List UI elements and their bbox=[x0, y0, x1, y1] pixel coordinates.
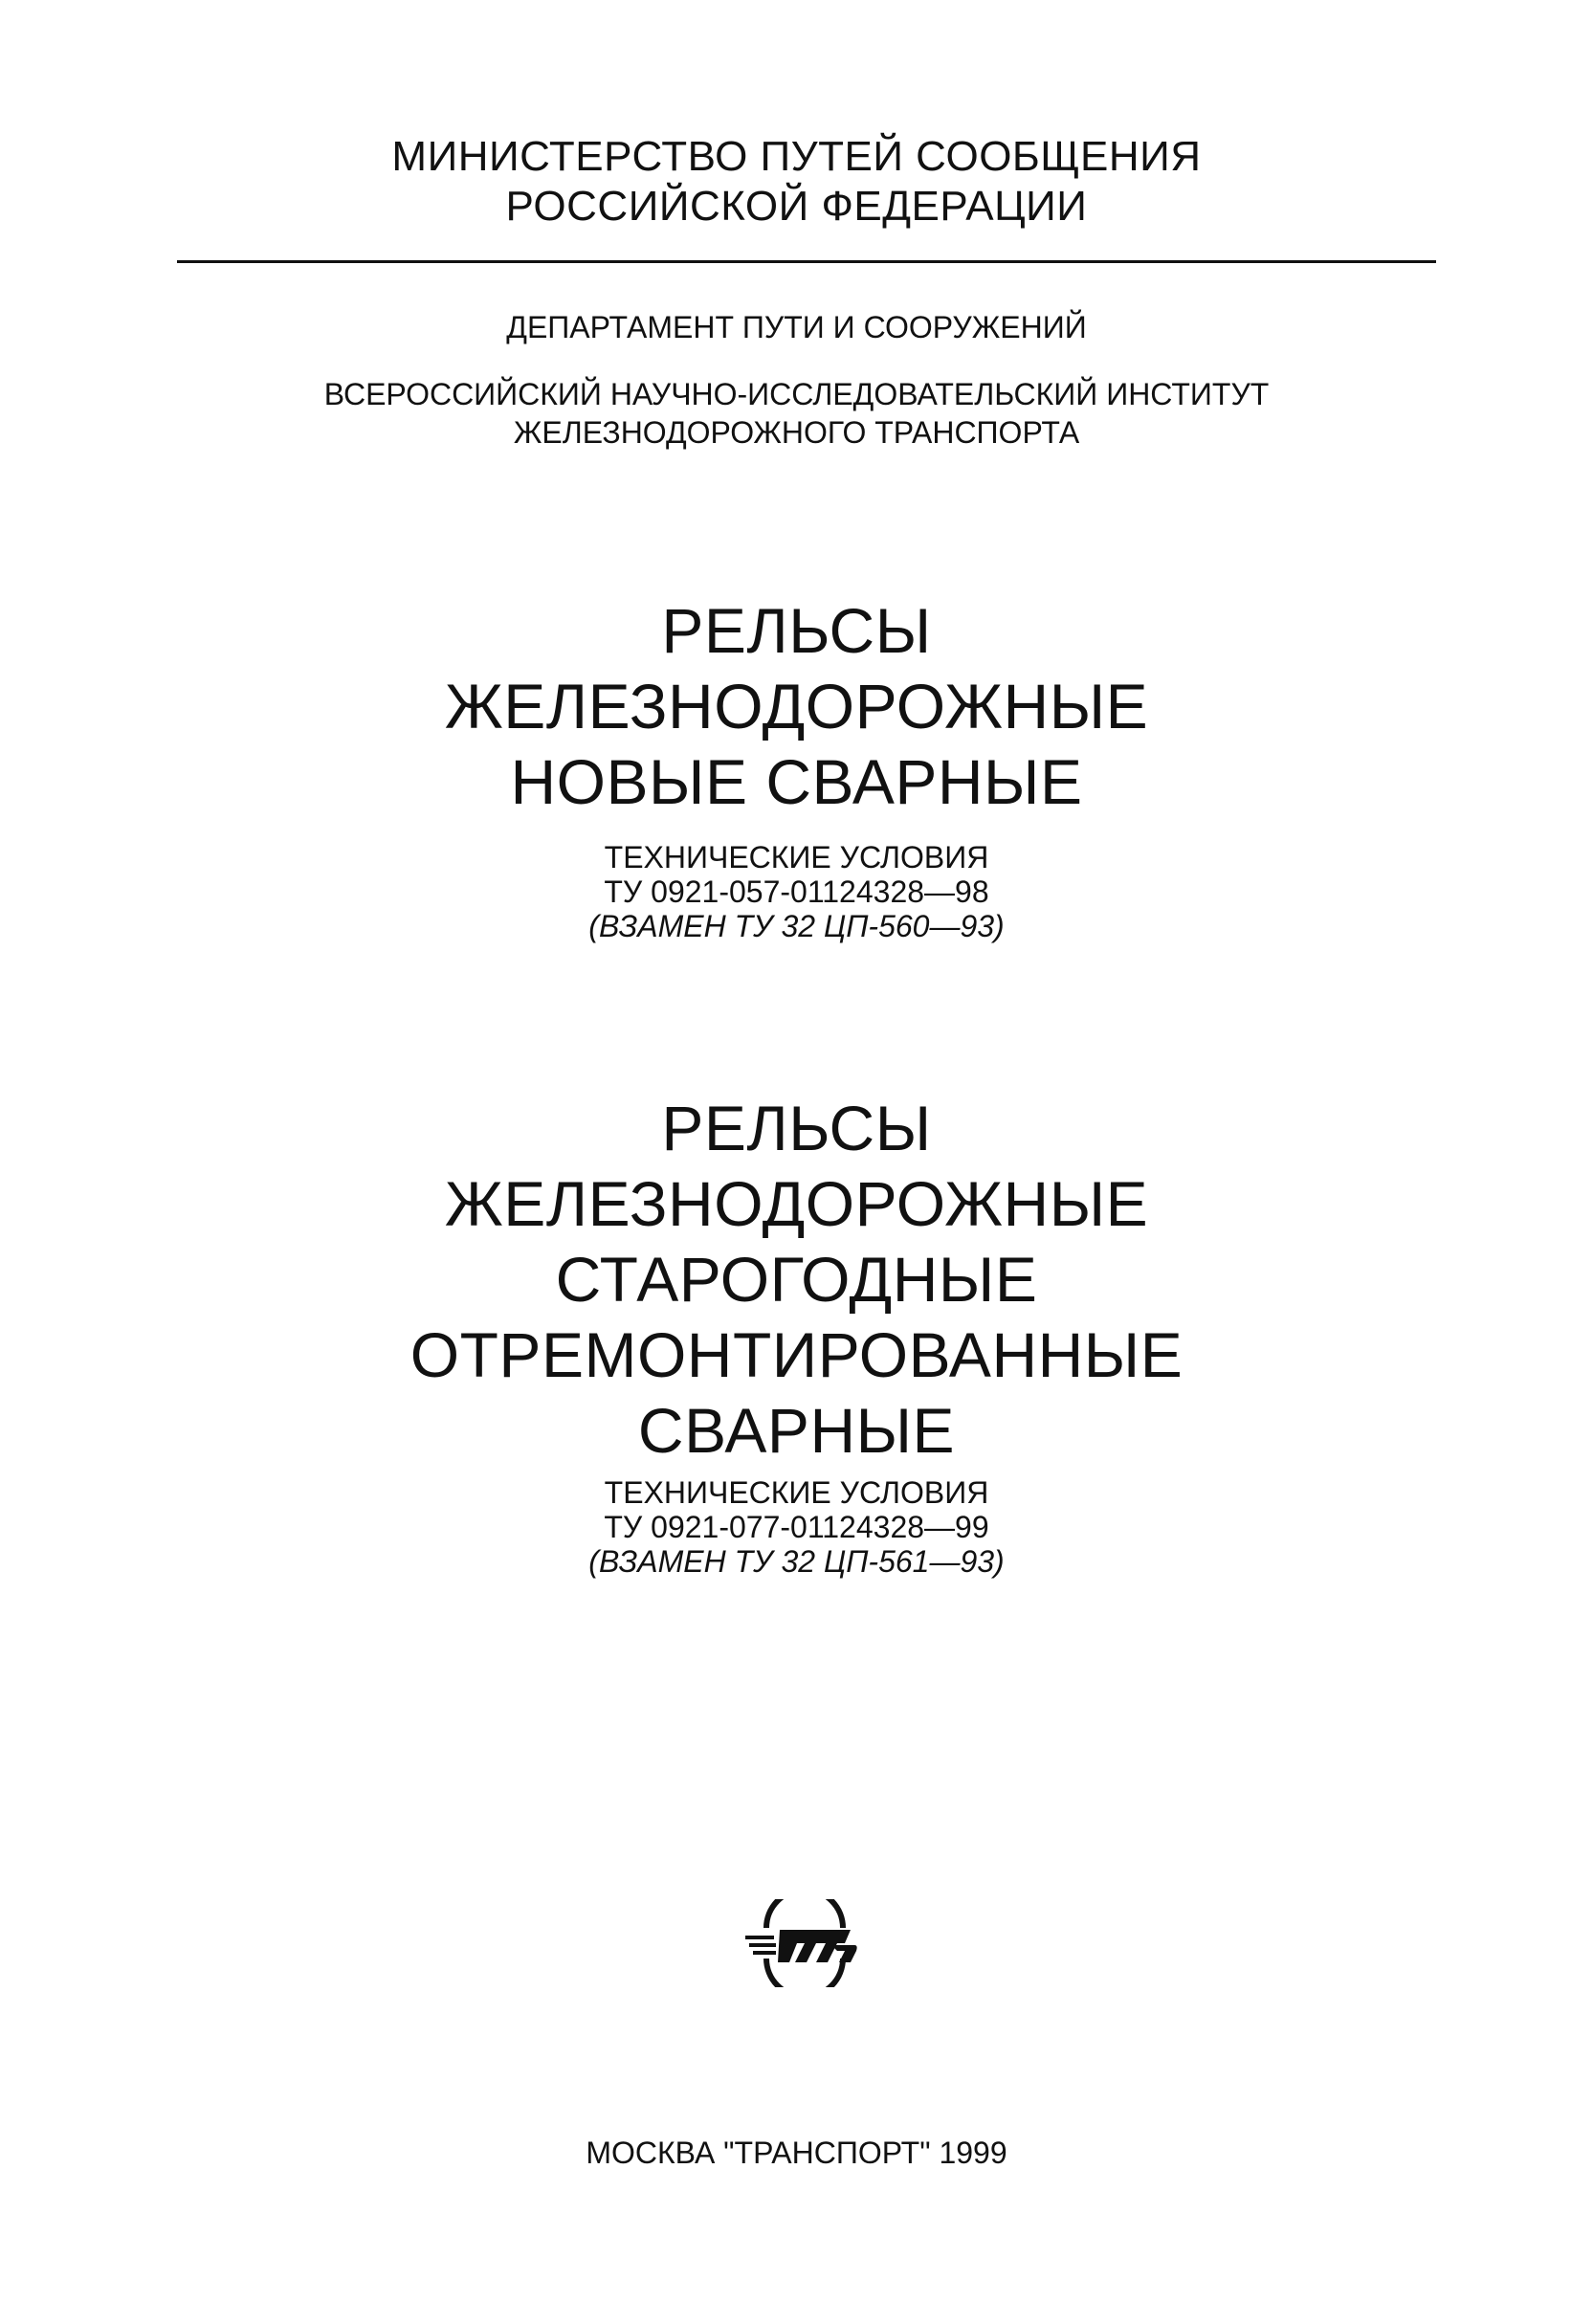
document1-replaces: (ВЗАМЕН ТУ 32 ЦП-560—93) bbox=[588, 909, 1005, 943]
institute-heading bbox=[0, 375, 1593, 452]
ministry-line-1: МИНИСТЕРСТВО ПУТЕЙ СООБЩЕНИЯ bbox=[391, 133, 1202, 180]
document2-title-line-4: ОТРЕМОНТИРОВАННЫЕ bbox=[409, 1319, 1184, 1390]
document2-replaces: (ВЗАМЕН ТУ 32 ЦП-561—93) bbox=[588, 1544, 1005, 1579]
department-heading: ДЕПАРТАМЕНТ ПУТИ И СООРУЖЕНИЙ bbox=[506, 310, 1087, 344]
institute-line-1: ВСЕРОССИЙСКИЙ НАУЧНО-ИССЛЕДОВАТЕЛЬСКИЙ ИНСТИТУТ bbox=[323, 377, 1270, 411]
document1-title-line-2: ЖЕЛЕЗНОДОРОЖНЫЕ bbox=[444, 671, 1149, 741]
document2-title-line-3: СТАРОГОДНЫЕ bbox=[555, 1244, 1038, 1315]
publisher-imprint: МОСКВА "ТРАНСПОРТ" 1999 bbox=[586, 2136, 1007, 2170]
document2-spec-label: ТЕХНИЧЕСКИЕ УСЛОВИЯ bbox=[604, 1475, 989, 1510]
document2-title-line-2: ЖЕЛЕЗНОДОРОЖНЫЕ bbox=[444, 1168, 1149, 1239]
document1-title bbox=[0, 593, 1593, 820]
ministry-heading bbox=[0, 132, 1593, 232]
transport-publisher-logo-icon bbox=[743, 1899, 862, 1987]
document2-spec-code: ТУ 0921-077-01124328—99 bbox=[604, 1510, 989, 1544]
ministry-line-2: РОССИЙСКОЙ ФЕДЕРАЦИИ bbox=[505, 183, 1088, 230]
document1-spec bbox=[0, 840, 1593, 943]
document2-title-line-5: СВАРНЫЕ bbox=[637, 1395, 956, 1466]
document1-title-line-1: РЕЛЬСЫ bbox=[661, 595, 932, 666]
institute-line-2: ЖЕЛЕЗНОДОРОЖНОГО ТРАНСПОРТА bbox=[513, 415, 1080, 450]
document2-title-line-1: РЕЛЬСЫ bbox=[661, 1093, 932, 1163]
document1-spec-label: ТЕХНИЧЕСКИЕ УСЛОВИЯ bbox=[604, 840, 989, 874]
document2-spec bbox=[0, 1475, 1593, 1579]
document1-spec-code: ТУ 0921-057-01124328—98 bbox=[604, 874, 989, 909]
document1-title-line-3: НОВЫЕ СВАРНЫЕ bbox=[510, 746, 1083, 817]
header-divider bbox=[177, 260, 1436, 263]
document2-title bbox=[0, 1091, 1593, 1469]
